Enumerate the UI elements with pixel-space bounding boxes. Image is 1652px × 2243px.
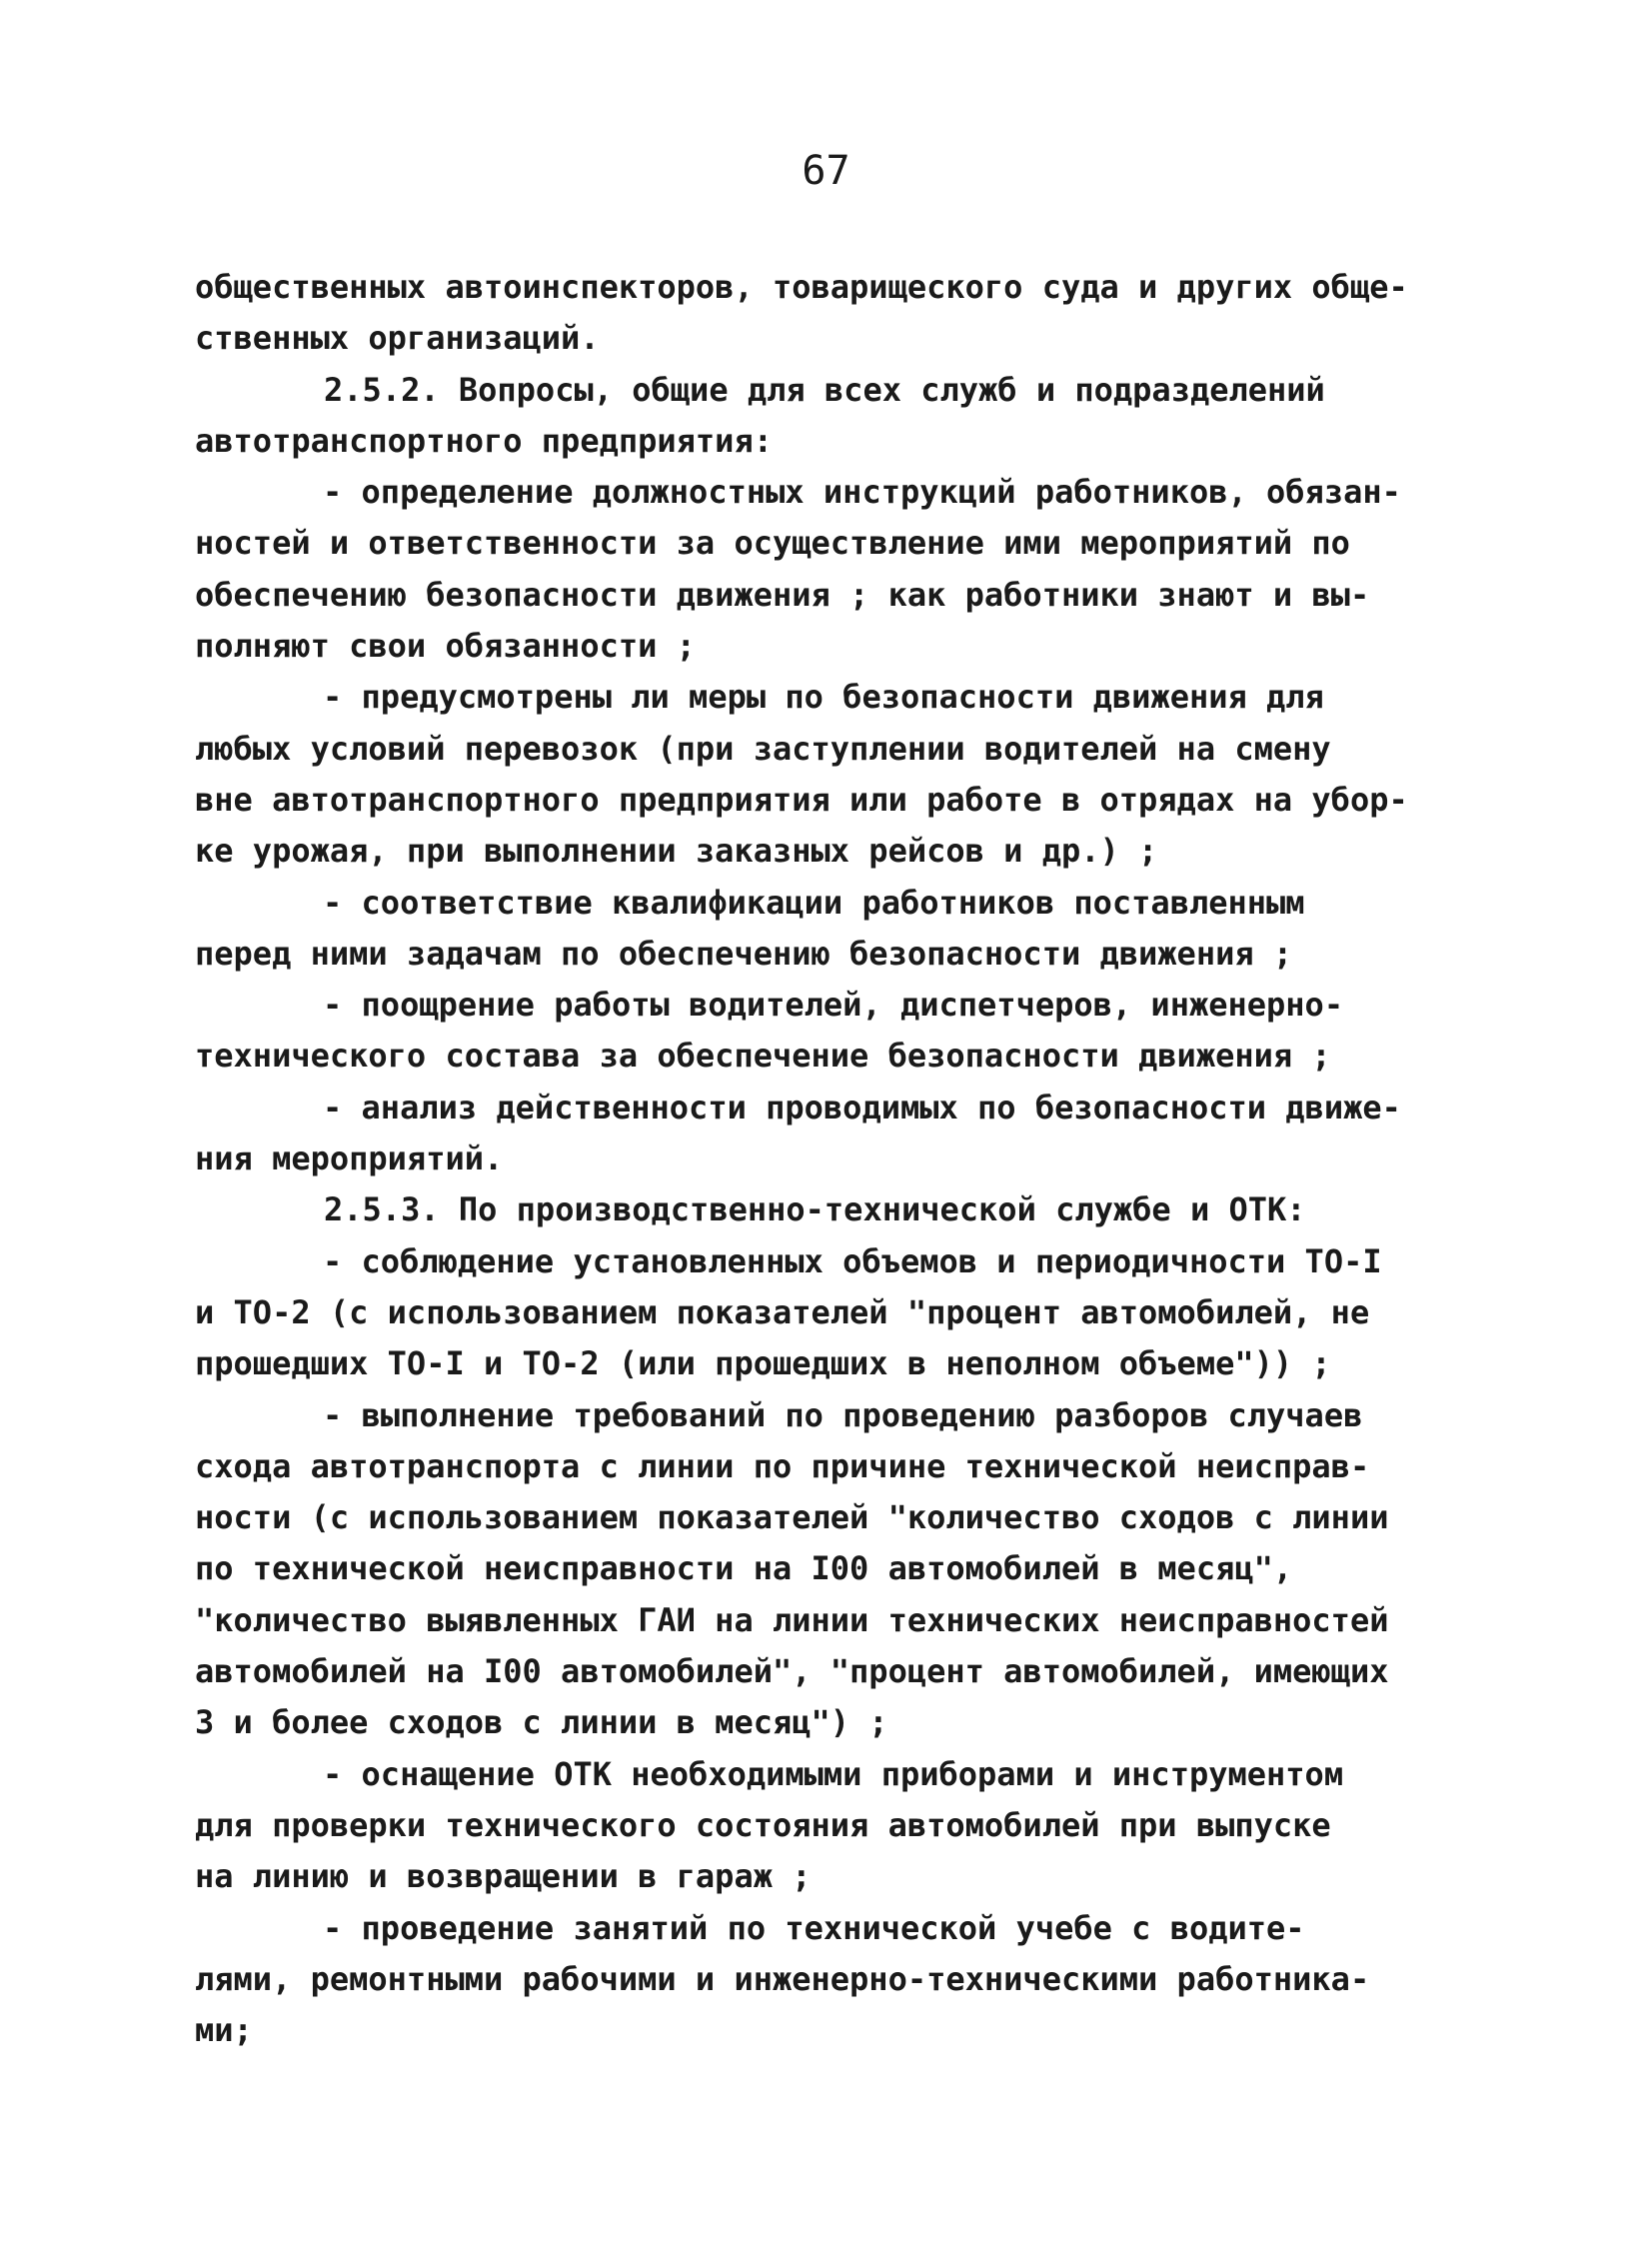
text-line: - соответствие квалификации работников поставленным xyxy=(323,883,1305,922)
text-line: 3 и более сходов с линии в месяц") ; xyxy=(195,1703,888,1742)
text-line: - поощрение работы водителей, диспетчеров, инженерно- xyxy=(323,986,1344,1025)
text-line: ственных организаций. xyxy=(195,319,600,358)
body-text xyxy=(195,262,1504,2056)
text-line: полняют свои обязанности ; xyxy=(195,627,696,666)
text-line: - проведение занятий по технической учебе с водите- xyxy=(323,1908,1305,1947)
text-line: - оснащение ОТК необходимыми приборами и инструментом xyxy=(323,1754,1344,1793)
text-line: 2.5.3. По производственно-технической службе и ОТК: xyxy=(324,1190,1306,1229)
text-line: общественных автоинспекторов, товарищеского суда и других обще- xyxy=(195,268,1408,306)
text-line: перед ними задачам по обеспечению безопасности движения ; xyxy=(195,934,1293,973)
text-line: ке урожая, при выполнении заказных рейсов и др.) ; xyxy=(195,832,1158,871)
text-line: ми; xyxy=(195,2011,253,2050)
text-line: по технической неисправности на I00 автомобилей в месяц", xyxy=(195,1549,1293,1588)
text-line: - предусмотрены ли меры по безопасности движения для xyxy=(323,678,1324,717)
text-line: - анализ действенности проводимых по безопасности движе- xyxy=(323,1088,1401,1126)
text-line: и ТО-2 (с использованием показателей "процент автомобилей, не xyxy=(195,1292,1370,1331)
text-line: - выполнение требований по проведению разборов случаев xyxy=(323,1395,1363,1434)
text-line: автотранспортного предприятия: xyxy=(195,421,773,460)
text-line: вне автотранспортного предприятия или работе в отрядах на убор- xyxy=(195,780,1408,819)
text-line: ности (с использованием показателей "количество сходов с линии xyxy=(195,1498,1389,1537)
text-line: автомобилей на I00 автомобилей", "процент автомобилей, имеющих xyxy=(195,1652,1389,1691)
text-line: для проверки технического состояния автомобилей при выпуске xyxy=(195,1805,1331,1844)
text-line: обеспечению безопасности движения ; как работники знают и вы- xyxy=(195,575,1370,614)
text-line: ния мероприятий. xyxy=(195,1139,504,1178)
text-line: - определение должностных инструкций работников, обязан- xyxy=(323,473,1401,512)
text-line: схода автотранспорта с линии по причине технической неисправ- xyxy=(195,1446,1370,1485)
text-line: "количество выявленных ГАИ на линии технических неисправностей xyxy=(195,1600,1389,1639)
text-line: технического состава за обеспечение безопасности движения ; xyxy=(195,1037,1331,1076)
text-line: на линию и возвращении в гараж ; xyxy=(195,1857,812,1896)
text-line: - соблюдение установленных объемов и периодичности ТО-I xyxy=(323,1241,1382,1280)
text-line: 2.5.2. Вопросы, общие для всех служб и подразделений xyxy=(324,370,1325,409)
page-number: 67 xyxy=(802,148,850,194)
text-line: любых условий перевозок (при заступлении водителей на смену xyxy=(195,729,1331,768)
text-line: прошедших ТО-I и ТО-2 (или прошедших в неполном объеме")) ; xyxy=(195,1344,1331,1383)
text-line: ностей и ответственности за осуществление ими мероприятий по xyxy=(195,524,1350,563)
text-line: лями, ремонтными рабочими и инженерно-техническими работника- xyxy=(195,1959,1370,1998)
